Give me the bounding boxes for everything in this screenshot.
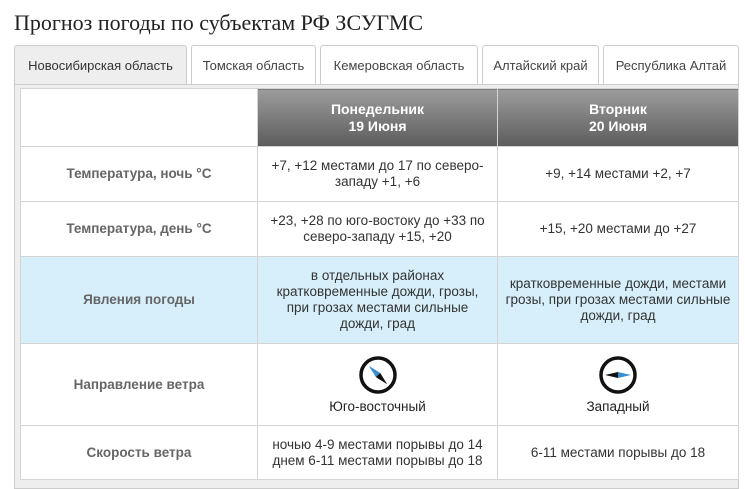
- wind-direction-cell: [498, 344, 739, 426]
- tab-kemerovo[interactable]: Кемеровская область: [320, 45, 478, 84]
- day-weekday: Понедельник: [330, 100, 425, 117]
- table-row: [21, 426, 739, 480]
- tab-altai-krai[interactable]: Алтайский край: [482, 45, 599, 84]
- table-header-row: [21, 89, 739, 147]
- row-label-wind-direction: Направление ветра: [21, 344, 258, 426]
- region-tabs: [14, 45, 744, 85]
- table-row: [21, 202, 739, 257]
- temp-day-value: +15, +20 местами до +27: [498, 202, 739, 257]
- wind-direction-cell: [258, 344, 498, 426]
- table-row: [21, 344, 739, 426]
- header-corner: [21, 89, 258, 147]
- compass-icon: [358, 355, 398, 395]
- phenomena-value: кратковременные дожди, местами грозы, при грозах местами сильные дожди, град: [498, 257, 739, 344]
- wind-speed-value: ночью 4-9 местами порывы до 14 днем 6-11 местами порывы до 18: [258, 426, 498, 480]
- day-date: 19 Июня: [348, 117, 407, 134]
- wind-speed-value: 6-11 местами порывы до 18: [498, 426, 739, 480]
- tab-tomsk[interactable]: Томская область: [191, 45, 316, 84]
- day-date: 20 Июня: [588, 117, 648, 134]
- table-row: [21, 257, 739, 344]
- table-row: [21, 147, 739, 202]
- page-title: Прогноз погоды по субъектам РФ ЗСУГМС: [14, 10, 424, 35]
- day-header-tuesday: [498, 89, 739, 147]
- forecast-table: [20, 88, 739, 480]
- row-label-phenomena: Явления погоды: [21, 257, 258, 344]
- wind-direction-label: Юго-восточный: [329, 398, 426, 414]
- wind-direction-label: Западный: [586, 398, 650, 414]
- day-weekday: Вторник: [589, 100, 647, 117]
- compass-icon: [598, 355, 638, 395]
- row-label-temp-night: Температура, ночь °С: [21, 147, 258, 202]
- day-header-monday: [258, 89, 498, 147]
- tab-altai-republic[interactable]: Республика Алтай: [603, 45, 739, 84]
- temp-night-value: +7, +12 местами до 17 по северо-западу +1, +6: [258, 147, 498, 202]
- row-label-temp-day: Температура, день °С: [21, 202, 258, 257]
- temp-night-value: +9, +14 местами +2, +7: [498, 147, 739, 202]
- phenomena-value: в отдельных районах кратковременные дожди, грозы, при грозах местами сильные дожди, град: [258, 257, 498, 344]
- temp-day-value: +23, +28 по юго-востоку до +33 по северо-западу +15, +20: [258, 202, 498, 257]
- tab-novosibirsk[interactable]: Новосибирская область: [14, 45, 187, 85]
- row-label-wind-speed: Скорость ветра: [21, 426, 258, 480]
